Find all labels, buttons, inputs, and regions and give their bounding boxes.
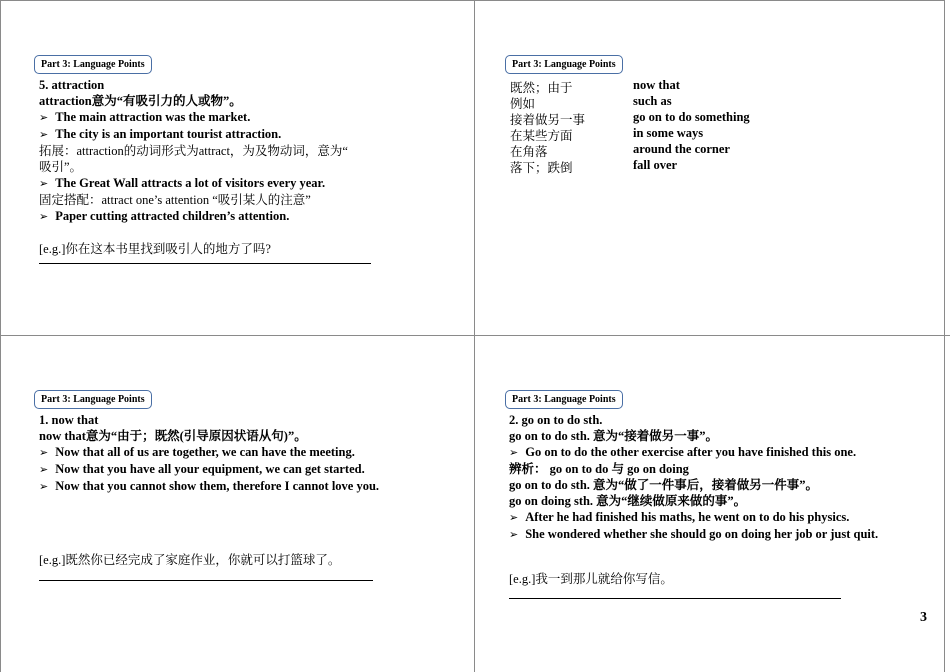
chinese-phrase: 既然；由于 [510, 81, 573, 95]
english-column [633, 77, 750, 173]
example-sentence: ➢ Paper cutting attracted children’s attention. [39, 208, 459, 225]
exercise-prompt: [e.g.]我一到那儿就给你写信。 [509, 572, 673, 586]
exercise-prompt: [e.g.]你在这本书里找到吸引人的地方了吗? [39, 242, 271, 256]
example-sentence: ➢ She wondered whether she should go on doing her job or just quit. [509, 526, 939, 543]
page-number: 3 [920, 610, 927, 625]
example-sentence: ➢ After he had finished his maths, he went on to do his physics. [509, 509, 939, 526]
chinese-phrase: 在角落 [510, 145, 548, 159]
chinese-phrase: 在某些方面 [510, 129, 573, 143]
chinese-phrase: 例如 [510, 97, 536, 111]
page-border-top [0, 0, 945, 1]
point-meaning: now that意为“由于；既然(引导原因状语从句)”。 [39, 429, 307, 443]
example-sentence: ➢ Now that you have all your equipment, we can get started. [39, 461, 464, 478]
exercise-prompt: [e.g.]既然你已经完成了家庭作业，你就可以打篮球了。 [39, 553, 341, 567]
horizontal-divider [0, 335, 950, 336]
page-border-left [0, 0, 1, 672]
chinese-column [510, 80, 585, 176]
chinese-phrase: 接着做另一事 [510, 113, 586, 127]
point-meaning: attraction意为“有吸引力的人或物”。 [39, 94, 242, 108]
extension-note: 拓展：attraction的动词形式为attract，为及物动词，意为“ [39, 144, 348, 158]
english-phrase: fall over [633, 158, 678, 172]
usage-note: go on to do sth. 意为“做了一件事后，接着做另一件事”。 [509, 478, 819, 492]
page-border-right [944, 0, 945, 672]
english-phrase: now that [633, 78, 680, 92]
answer-line [39, 263, 371, 264]
collocation-note: 固定搭配：attract one’s attention “吸引某人的注意” [39, 193, 311, 207]
example-sentence: ➢ The city is an important tourist attraction. [39, 126, 459, 143]
vertical-divider [474, 0, 475, 672]
english-phrase: such as [633, 94, 672, 108]
english-phrase: in some ways [633, 126, 704, 140]
answer-line [509, 598, 841, 599]
exercise-block [509, 571, 939, 587]
answer-line [39, 580, 373, 581]
english-phrase: go on to do something [633, 110, 750, 124]
extension-note-cont: 吸引”。 [39, 160, 83, 174]
point-heading: 2. go on to do sth. [509, 413, 603, 427]
point-meaning: go on to do sth. 意为“接着做另一事”。 [509, 429, 719, 443]
example-sentence: ➢ The main attraction was the market. [39, 109, 459, 126]
example-sentence: ➢ Go on to do the other exercise after you have finished this one. [509, 444, 939, 461]
panel-go-on [509, 412, 939, 543]
section-badge: Part 3: Language Points [505, 390, 623, 409]
point-heading: 5. attraction [39, 78, 105, 92]
example-sentence: ➢ Now that you cannot show them, therefore I cannot love you. [39, 478, 464, 495]
usage-note: go on doing sth. 意为“继续做原来做的事”。 [509, 494, 747, 508]
section-badge: Part 3: Language Points [34, 55, 152, 74]
section-badge: Part 3: Language Points [505, 55, 623, 74]
chinese-phrase: 落下；跌倒 [510, 161, 573, 175]
panel-now-that [39, 412, 464, 495]
english-phrase: around the corner [633, 142, 730, 156]
example-sentence: ➢ The Great Wall attracts a lot of visitors every year. [39, 175, 459, 192]
point-heading: 1. now that [39, 413, 99, 427]
panel-attraction [39, 77, 459, 257]
section-badge: Part 3: Language Points [34, 390, 152, 409]
example-sentence: ➢ Now that all of us are together, we can have the meeting. [39, 444, 464, 461]
distinguish-note: 辨析： go on to do 与 go on doing [509, 462, 689, 476]
exercise-block [39, 552, 464, 568]
